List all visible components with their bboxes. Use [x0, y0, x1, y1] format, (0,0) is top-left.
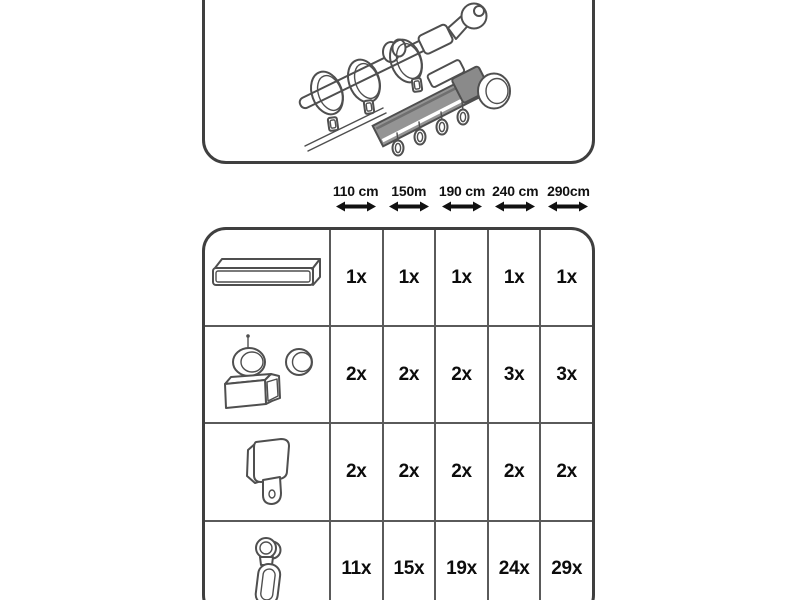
- part-cell: [205, 520, 329, 600]
- quantity: 1x: [451, 266, 472, 288]
- product-illustration-box: [202, 0, 595, 164]
- quantity: 3x: [556, 363, 577, 385]
- quantity: 24x: [498, 558, 530, 579]
- size-column-header: [382, 183, 435, 217]
- width-arrow-icon: [336, 201, 376, 212]
- quantity: 3x: [503, 363, 525, 385]
- glider-hook-icon: [205, 523, 329, 600]
- quantity-cell: [539, 325, 592, 422]
- quantity: 2x: [556, 461, 577, 482]
- quantity: 11x: [341, 558, 372, 579]
- width-arrow-icon: [389, 201, 429, 212]
- quantity-cell: [329, 230, 382, 325]
- wall-bracket-icon: [205, 426, 329, 519]
- quantity-cell: [434, 422, 487, 520]
- width-arrow-icon: [442, 201, 482, 212]
- curtain-rod-rail-illustration: [205, 0, 598, 167]
- part-cell: [205, 325, 329, 422]
- width-arrow-icon: [495, 201, 535, 212]
- quantity-cell: [487, 422, 540, 520]
- quantity-cell: [329, 422, 382, 520]
- quantity: 2x: [451, 363, 472, 385]
- size-header-row: [329, 183, 595, 217]
- quantity: 2x: [503, 461, 525, 482]
- quantity-cell: [382, 520, 435, 600]
- quantity: 2x: [451, 461, 472, 482]
- quantity: 1x: [346, 266, 367, 288]
- part-cell: [205, 422, 329, 520]
- size-column-header: [329, 183, 382, 217]
- bracket-with-ring-icon: [205, 328, 329, 421]
- width-arrow-icon: [548, 201, 588, 212]
- quantity-cell: [539, 230, 592, 325]
- quantity: 15x: [393, 558, 425, 579]
- quantity-cell: [487, 325, 540, 422]
- size-label: 110 cm: [332, 183, 379, 199]
- quantity-cell: [382, 325, 435, 422]
- quantity-cell: [434, 520, 487, 600]
- quantity-cell: [487, 520, 540, 600]
- parts-quantity-table: [202, 227, 595, 600]
- size-column-header: [542, 183, 595, 217]
- quantity-cell: [329, 325, 382, 422]
- quantity: 29x: [551, 558, 583, 579]
- quantity: 1x: [398, 266, 420, 288]
- quantity: 19x: [446, 558, 477, 579]
- quantity-cell: [487, 230, 540, 325]
- size-column-header: [489, 183, 542, 217]
- quantity-cell: [382, 422, 435, 520]
- rail-profile-icon: [205, 231, 329, 324]
- quantity: 1x: [503, 266, 525, 288]
- quantity-cell: [329, 520, 382, 600]
- quantity: 1x: [556, 266, 577, 288]
- quantity-cell: [434, 325, 487, 422]
- quantity-cell: [434, 230, 487, 325]
- quantity-cell: [382, 230, 435, 325]
- quantity-cell: [539, 520, 592, 600]
- size-label: 240 cm: [492, 183, 539, 199]
- size-column-header: [435, 183, 488, 217]
- quantity: 2x: [398, 461, 420, 482]
- quantity: 2x: [398, 363, 420, 385]
- size-label: 290cm: [547, 183, 590, 199]
- size-label: 150m: [391, 183, 427, 199]
- quantity: 2x: [346, 363, 367, 385]
- part-cell: [205, 230, 329, 325]
- quantity: 2x: [346, 461, 367, 482]
- quantity-cell: [539, 422, 592, 520]
- size-label: 190 cm: [438, 183, 486, 199]
